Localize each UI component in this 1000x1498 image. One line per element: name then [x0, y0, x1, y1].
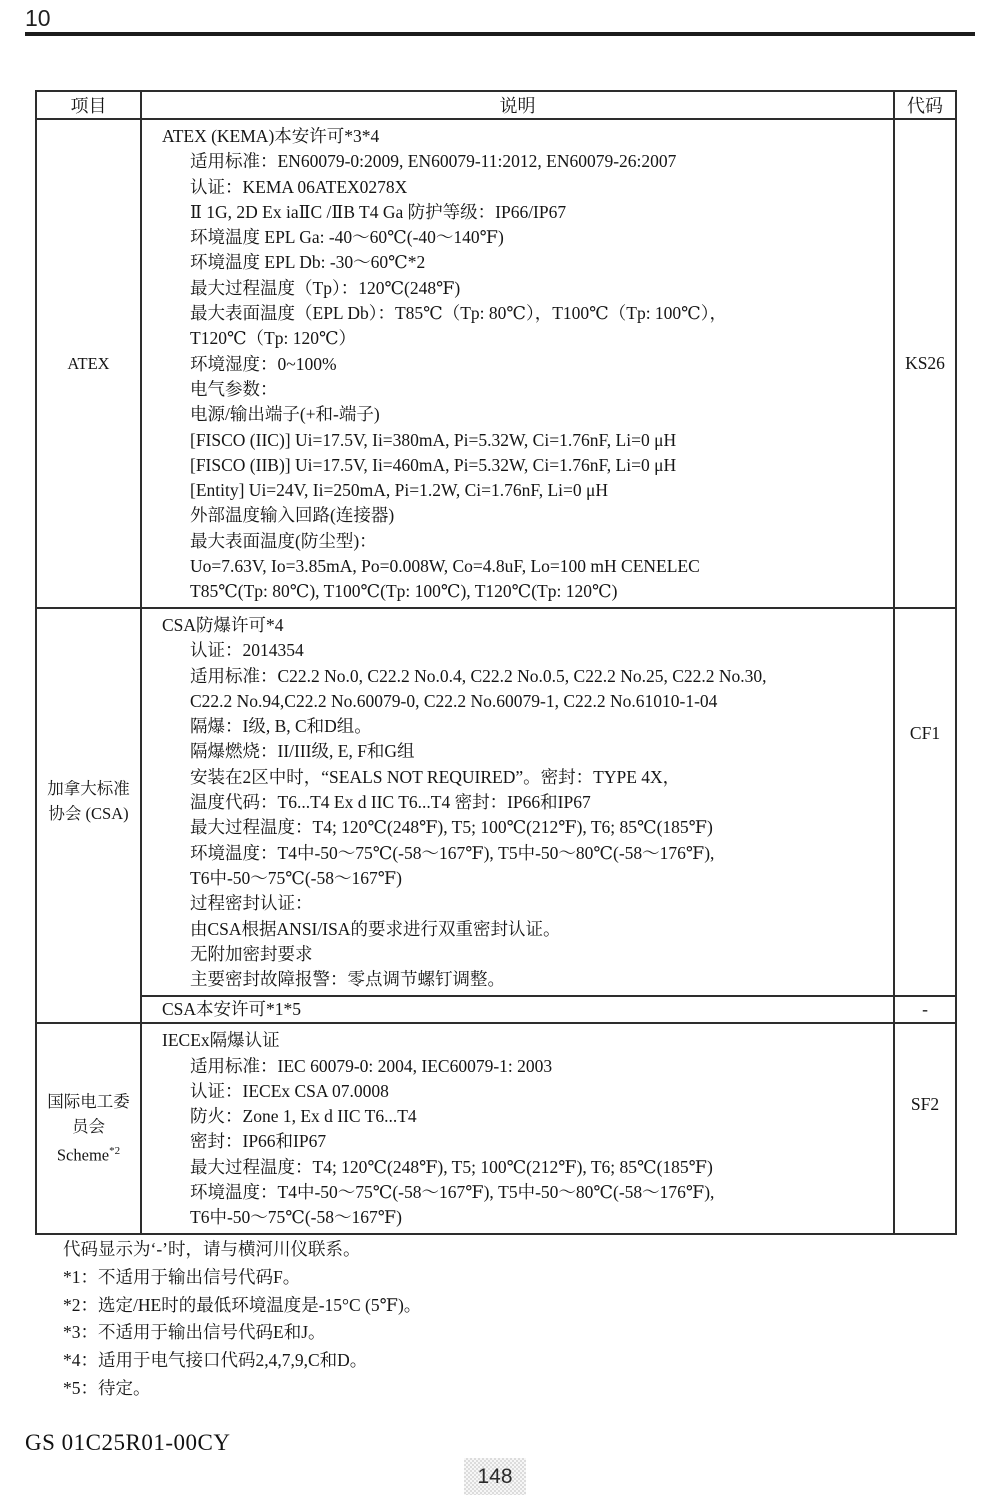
csa-code: CF1 — [894, 608, 956, 996]
table-header-row — [36, 91, 956, 119]
iecex-item-superscript: *2 — [109, 1145, 121, 1158]
table-row-iecex — [36, 1023, 956, 1233]
desc-line: 适用标准：C22.2 No.0, C22.2 No.0.4, C22.2 No.0.5, C22.2 No.25, C22.2 No.30, — [190, 665, 767, 686]
iecex-description-cell — [141, 1023, 894, 1233]
desc-line: 认证：IECEx CSA 07.0008 — [190, 1080, 389, 1101]
note-line: *5：待定。 — [63, 1377, 151, 1398]
desc-line: 认证：KEMA 06ATEX0278X — [190, 176, 408, 197]
desc-line: [Entity] Ui=24V, Ii=250mA, Pi=1.2W, Ci=1.76nF, Li=0 μH — [190, 480, 609, 501]
csa-sub-code: - — [894, 996, 956, 1023]
atex-description-cell — [141, 119, 894, 608]
desc-line: 电气参数： — [190, 378, 278, 399]
desc-line: ATEX (KEMA)本安许可*3*4 — [162, 126, 380, 146]
desc-line: 外部温度输入回路(连接器) — [190, 505, 395, 526]
header-rule — [25, 32, 975, 36]
table-row-csa-sub — [36, 996, 956, 1023]
note-intro: 代码显示为‘-’时，请与横河川仪联系。 — [63, 1239, 361, 1259]
desc-line: 隔爆燃烧：II/III级, E, F和G组 — [190, 741, 415, 762]
desc-line: 隔爆：I级, B, C和D组。 — [190, 716, 372, 737]
desc-line: 最大过程温度（Tp）：120℃(248℉) — [190, 277, 461, 298]
desc-line: 最大表面温度(防尘型)： — [190, 530, 377, 551]
header-code: 代码 — [894, 91, 956, 119]
desc-line: [FISCO (IIC)] Ui=17.5V, Ii=380mA, Pi=5.32W, Ci=1.76nF, Li=0 μH — [190, 429, 677, 450]
desc-line: 最大表面温度（EPL Db）：T85℃（Tp: 80℃），T100℃（Tp: 100℃）， — [190, 303, 728, 324]
table-row-csa-main — [36, 608, 956, 996]
desc-line: [FISCO (IIB)] Ui=17.5V, Ii=460mA, Pi=5.32W, Ci=1.76nF, Li=0 μH — [190, 454, 677, 475]
desc-line: T6中-50～75℃(-58～167℉) — [190, 1207, 402, 1228]
csa-sub-description-cell — [141, 996, 894, 1023]
iecex-item-label — [36, 1023, 141, 1233]
atex-item-label: ATEX — [36, 119, 141, 608]
csa-item-line: 协会 (CSA) — [48, 803, 129, 823]
desc-line: 主要密封故障报警：零点调节螺钉调整。 — [190, 969, 505, 990]
csa-description-cell — [141, 608, 894, 996]
desc-line: T6中-50～75℃(-58～167℉) — [190, 867, 402, 888]
desc-line: 最大过程温度：T4; 120℃(248℉), T5; 100℃(212℉), T6; 85℃(185℉) — [190, 1156, 713, 1177]
footnotes — [63, 1236, 421, 1403]
desc-line: 由CSA根据ANSI/ISA的要求进行双重密封认证。 — [190, 918, 561, 939]
desc-line: 温度代码：T6...T4 Ex d IIC T6...T4 密封：IP66和IP67 — [190, 792, 591, 813]
desc-line: 适用标准：IEC 60079-0: 2004, IEC60079-1: 2003 — [190, 1055, 553, 1076]
page-number-bottom: 148 — [464, 1458, 526, 1495]
desc-line: IECEx隔爆认证 — [162, 1030, 280, 1051]
header-description: 说明 — [141, 91, 894, 119]
certification-table — [35, 90, 957, 1235]
desc-line: 密封：IP66和IP67 — [190, 1131, 327, 1152]
atex-code: KS26 — [894, 119, 956, 608]
desc-line: Uo=7.63V, Io=3.85mA, Po=0.008W, Co=4.8uF, Lo=100 mH CENELEC — [190, 556, 700, 577]
desc-line: 电源/输出端子(+和-端子) — [190, 404, 380, 425]
desc-line: 适用标准：EN60079-0:2009, EN60079-11:2012, EN60079-26:2007 — [190, 151, 677, 172]
note-line: *1：不适用于输出信号代码F。 — [63, 1266, 301, 1287]
desc-line: CSA防爆许可*4 — [162, 615, 284, 635]
note-line: *2：选定/HE时的最低环境温度是-15°C (5℉)。 — [63, 1294, 422, 1315]
iecex-item-line: 员会 — [72, 1117, 105, 1137]
note-line: *3：不适用于输出信号代码E和J。 — [63, 1322, 326, 1343]
desc-line: CSA本安许可*1*5 — [162, 999, 302, 1019]
desc-line: Ⅱ 1G, 2D Ex iaⅡC /ⅡB T4 Ga 防护等级：IP66/IP67 — [190, 201, 567, 222]
document-number: GS 01C25R01-00CY — [25, 1430, 231, 1455]
desc-line: 环境湿度：0~100% — [190, 353, 337, 374]
desc-line: T85℃(Tp: 80℃), T100℃(Tp: 100℃), T120℃(Tp: 120℃) — [190, 581, 618, 602]
desc-line: 安装在2区中时，“SEALS NOT REQUIRED”。密封：TYPE 4X， — [190, 766, 681, 787]
desc-line: C22.2 No.94,C22.2 No.60079-0, C22.2 No.60079-1, C22.2 No.61010-1-04 — [190, 690, 718, 711]
desc-line: 认证：2014354 — [190, 640, 304, 661]
desc-line: 最大过程温度：T4; 120℃(248℉), T5; 100℃(212℉), T6; 85℃(185℉) — [190, 817, 713, 838]
desc-line: 防火：Zone 1, Ex d IIC T6...T4 — [190, 1106, 417, 1127]
csa-item-line: 加拿大标准 — [47, 778, 130, 798]
desc-line: 环境温度：T4中-50～75℃(-58～167℉), T5中-50～80℃(-58～176℉), — [190, 842, 715, 863]
desc-line: 环境温度 EPL Db: -30～60℃*2 — [190, 252, 426, 273]
desc-line: 过程密封认证： — [190, 893, 313, 914]
iecex-item-line: Scheme$^{*2}$ — [56, 1145, 121, 1165]
iecex-code: SF2 — [894, 1023, 956, 1233]
header-item: 项目 — [36, 91, 141, 119]
csa-item-label — [36, 608, 141, 1023]
desc-line: T120℃（Tp: 120℃） — [190, 328, 357, 349]
desc-line: 无附加密封要求 — [190, 943, 313, 964]
desc-line: 环境温度：T4中-50～75℃(-58～167℉), T5中-50～80℃(-58～176℉), — [190, 1182, 715, 1203]
iecex-item-line: 国际电工委 — [47, 1092, 130, 1112]
desc-line: 环境温度 EPL Ga: -40～60℃(-40～140℉) — [190, 227, 504, 248]
page-number-top: 10 — [25, 5, 51, 31]
note-line: *4：适用于电气接口代码2,4,7,9,C和D。 — [63, 1350, 368, 1371]
table-row-atex — [36, 119, 956, 608]
